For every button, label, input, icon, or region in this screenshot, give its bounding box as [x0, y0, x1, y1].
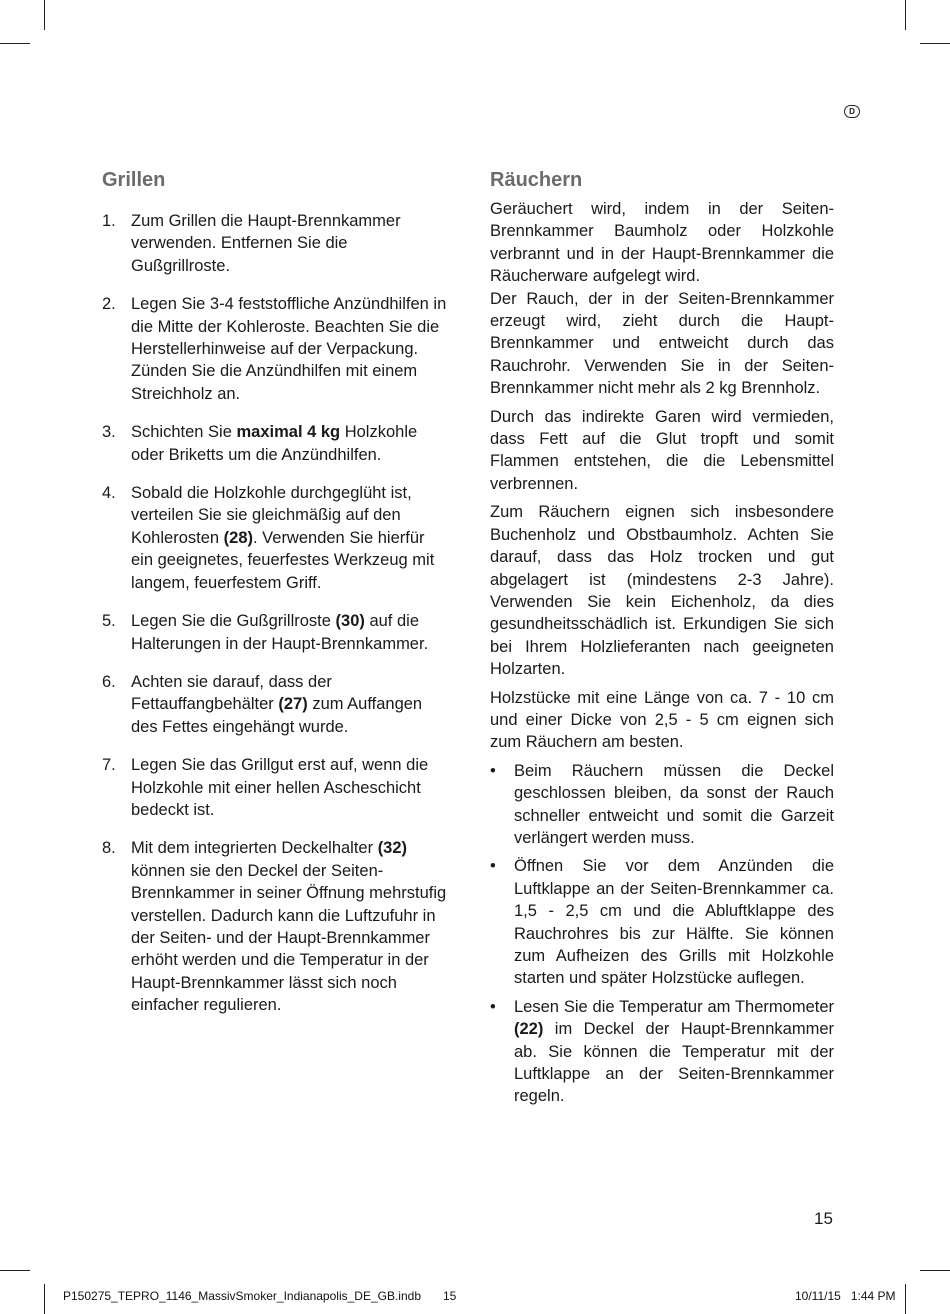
step-text: Schichten Sie maximal 4 kg Holzkohle oder Briketts um die Anzündhilfen.: [131, 423, 418, 464]
bullet-text: Öffnen Sie vor dem Anzünden die Luftklappe an der Seiten-Brennkammer ca. 1,5 - 2,5 cm und die Abluftklappe des Rauchrohres bis zur Hälfte. Sie können zum Aufheizen des Grills mit Holzkohle starten und später Holzstücke auflegen.: [514, 857, 834, 988]
bullet-text: Lesen Sie die Temperatur am Thermometer (22) im Deckel der Haupt-Brennkammer ab. Sie können die Temperatur mit der Luftklappe an der Seiten-Brennkammer regeln.: [514, 997, 834, 1106]
paragraph: Durch das indirekte Garen wird vermieden, dass Fett auf die Glut tropft und somit Flammen entstehen, die die Lebensmittel verbrennen.: [490, 407, 834, 493]
raeuchern-section: [490, 166, 834, 1114]
bullet-icon: •: [490, 761, 496, 780]
list-item: [490, 855, 834, 989]
bullet-text: Beim Räuchern müssen die Deckel geschlossen bleiben, da sonst der Rauch schneller entweicht und somit die Garzeit verlängert werden muss.: [514, 761, 834, 847]
step-number: 7.: [102, 756, 116, 775]
step-number: 4.: [102, 484, 116, 503]
list-item: [102, 671, 447, 738]
step-text: Legen Sie das Grillgut erst auf, wenn die Holzkohle mit einer hellen Ascheschicht bedeckt ist.: [131, 756, 429, 819]
raeuchern-heading: Räuchern: [490, 169, 583, 191]
part-reference: (28): [223, 528, 253, 547]
print-slug-filename: P150275_TEPRO_1146_MassivSmoker_Indianapolis_DE_GB.indb: [63, 1289, 421, 1303]
part-reference: (22): [514, 1020, 544, 1039]
part-reference: (32): [377, 839, 408, 858]
print-slug-page: 15: [443, 1289, 457, 1303]
part-reference: (27): [278, 695, 308, 714]
crop-mark-bottom-left-vertical: [44, 1284, 45, 1314]
step-number: 2.: [102, 295, 116, 314]
crop-mark-top-left-horizontal: [0, 43, 30, 44]
step-number: 6.: [102, 672, 116, 691]
step-text: Sobald die Holzkohle durchgeglüht ist, verteilen Sie sie gleichmäßig auf den Kohlerosten (28). Verwenden Sie hierfür ein geeignetes, feuerfestes Werkzeug mit langem, feuerfestem Griff.: [131, 484, 435, 592]
paragraph: Holzstücke mit eine Länge von ca. 7 - 10 cm und einer Dicke von 2,5 - 5 cm eignen sich zum Räuchern am besten.: [490, 688, 834, 752]
crop-mark-bottom-right-horizontal: [920, 1270, 950, 1271]
list-item: [102, 482, 447, 594]
step-number: 5.: [102, 612, 116, 631]
paragraph: Zum Räuchern eignen sich insbesondere Buchenholz und Obstbaumholz. Achten Sie darauf, dass das Holz trocken und gut abgelagert ist (mindestens 2-3 Jahre). Verwenden Sie kein Eichenholz, da dies gesundheitsschädlich ist. Erkundigen Sie sich bei Ihrem Holzlieferanten nach geeigneten Holzarten.: [490, 503, 834, 679]
crop-mark-top-left-vertical: [44, 0, 45, 30]
step-text: Achten sie darauf, dass der Fettauffangbehälter (27) zum Auffangen des Fettes eingehängt wurde.: [131, 672, 423, 736]
raeuchern-bullet-list: [490, 760, 834, 1108]
bullet-icon: •: [490, 857, 496, 876]
grillen-section: [102, 166, 447, 1033]
grillen-heading: Grillen: [102, 169, 166, 191]
paragraph: Geräuchert wird, indem in der Seiten-Brennkammer Baumholz oder Holzkohle verbrannt und in der Haupt-Brennkammer die Räucherware aufgelegt wird.: [490, 200, 834, 286]
step-text: Legen Sie 3-4 feststoffliche Anzündhilfen in die Mitte der Kohleroste. Beachten Sie die Herstellerhinweise auf der Verpackung. Zünden Sie die Anzündhilfen mit einem Streichholz an.: [131, 295, 447, 403]
step-text: Zum Grillen die Haupt-Brennkammer verwenden. Entfernen Sie die Gußgrillroste.: [131, 212, 401, 275]
list-item: [102, 421, 447, 466]
paragraph: Der Rauch, der in der Seiten-Brennkammer erzeugt wird, zieht durch die Haupt-Brennkammer und entweicht durch das Rauchrohr. Verwenden Sie in der Seiten-Brennkammer nicht mehr als 2 kg Brennholz.: [490, 289, 834, 398]
step-number: 3.: [102, 423, 116, 442]
step-number: 1.: [102, 212, 116, 230]
list-item: [102, 210, 447, 277]
crop-mark-top-right-vertical: [905, 0, 906, 30]
bold-emphasis: maximal 4 kg: [236, 423, 341, 442]
list-item: [490, 760, 834, 850]
print-slug-datetime: 10/11/15 1:44 PM: [795, 1289, 896, 1303]
step-text: Legen Sie die Gußgrillroste (30) auf die Halterungen in der Haupt-Brennkammer.: [131, 612, 429, 653]
language-badge: D: [844, 105, 860, 118]
step-text: Mit dem integrierten Deckelhalter (32) können sie den Deckel der Seiten-Brennkammer in seiner Öffnung mehrstufig verstellen. Dadurch kann die Luftzufuhr in der Seiten- und der Haupt-Brennkammer erhöht werden und die Temperatur in der Haupt-Brennkammer lässt sich noch einfacher regulieren.: [131, 839, 447, 1015]
bullet-icon: •: [490, 997, 496, 1016]
list-item: [102, 610, 447, 655]
list-item: [490, 996, 834, 1108]
crop-mark-bottom-right-vertical: [905, 1284, 906, 1314]
list-item: [102, 293, 447, 405]
page-number: 15: [814, 1209, 833, 1228]
crop-mark-bottom-left-horizontal: [0, 1270, 30, 1271]
crop-mark-top-right-horizontal: [920, 43, 950, 44]
part-reference: (30): [335, 612, 365, 631]
grillen-steps-list: [102, 210, 447, 1017]
list-item: [102, 754, 447, 821]
list-item: [102, 837, 447, 1016]
step-number: 8.: [102, 839, 116, 858]
